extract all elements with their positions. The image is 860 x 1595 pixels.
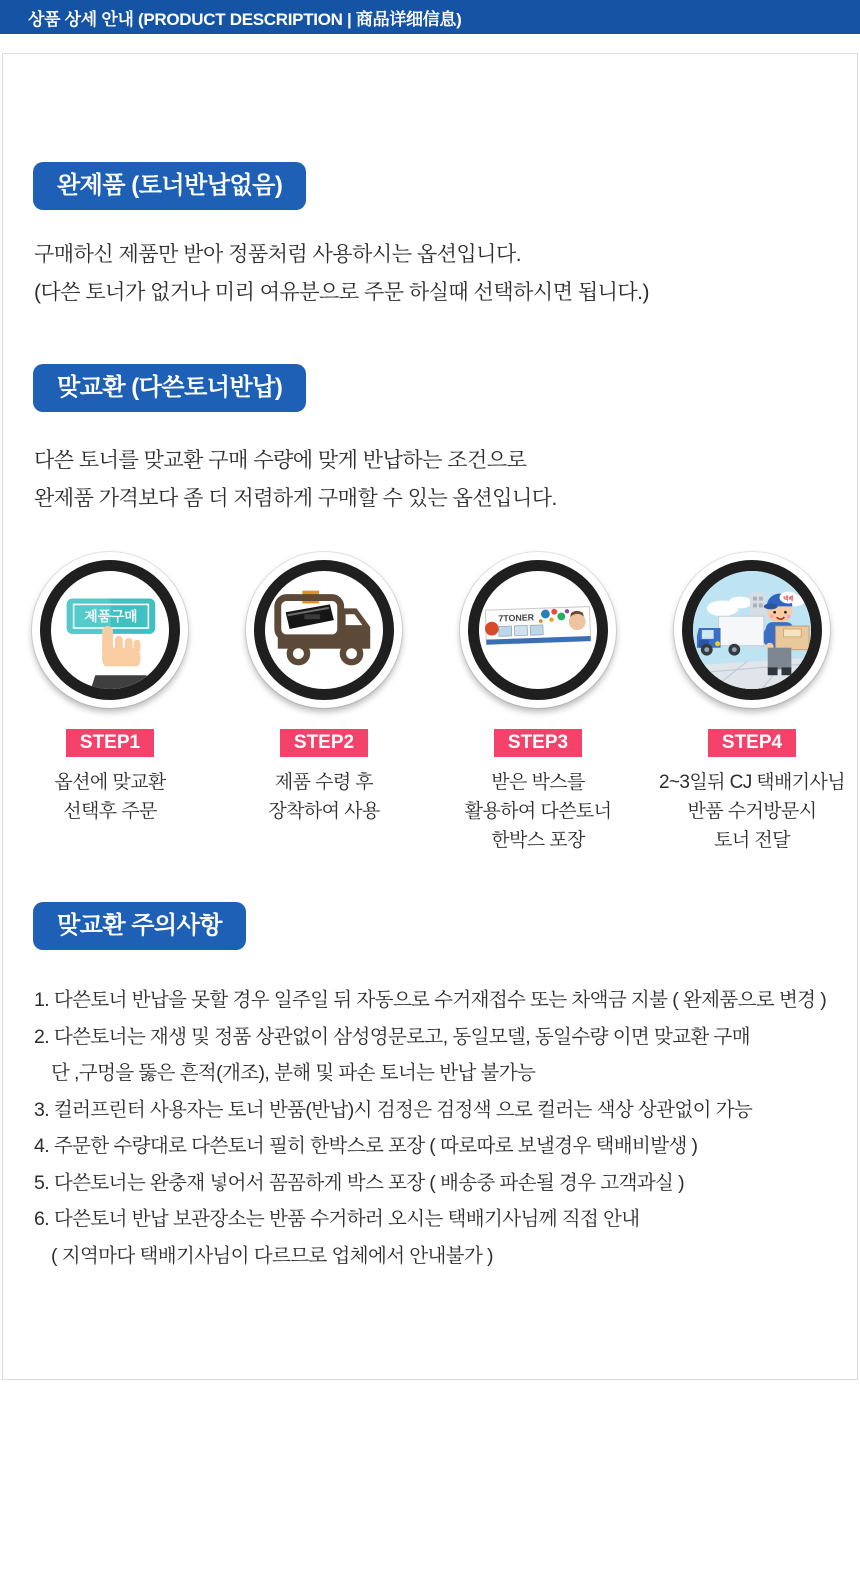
buy-button-label: 제품구매 (84, 609, 138, 625)
exchange-notices-badge: 맞교환 주의사항 (33, 902, 246, 950)
box-logo-label: 7TONER (498, 612, 535, 624)
exchange-steps-row (3, 552, 859, 855)
step-3-caption: 받은 박스를 활용하여 다쓴토너 한박스 포장 (464, 772, 612, 851)
notice-item: 4. 주문한 수량대로 다쓴토너 필히 한박스로 포장 ( 따로따로 보낼경우 택배비발생 ) (34, 1135, 698, 1157)
step-2-caption: 제품 수령 후 장착하여 사용 (268, 772, 380, 822)
exchange-notices-list (34, 982, 826, 1274)
notice-item: 3. 컬러프린터 사용자는 토너 반품(반납)시 검정은 검정색 으로 컬러는 색상 상관없이 가능 (34, 1098, 753, 1121)
notice-item: 6. 다쓴토너 반납 보관장소는 반품 수거하러 오시는 택배기사님께 직접 안내 (34, 1208, 640, 1230)
step-3-column (431, 552, 645, 855)
toner-delivery-truck-icon (254, 560, 394, 700)
description-line: 완제품 가격보다 좀 더 저렴하게 구매할 수 있는 옵션입니다. (34, 487, 557, 510)
option-finished-product-badge: 완제품 (토너반납없음) (33, 162, 306, 210)
notice-item: 2. 다쓴토너는 재생 및 정품 상관없이 삼성영문로고, 동일모델, 동일수량 이면 맞교환 구매 (34, 1025, 750, 1048)
description-line: 다쓴 토너를 맞교환 구매 수량에 맞게 반납하는 조건으로 (34, 449, 527, 472)
step-3-circle (460, 552, 616, 708)
courier-pickup-icon (682, 560, 822, 700)
step-1-caption: 옵션에 맞교환 선택후 주문 (54, 772, 166, 822)
step-4-circle (674, 552, 830, 708)
section-header-bar (0, 0, 860, 34)
step-1-circle (32, 552, 188, 708)
step-4-caption: 2~3일뒤 CJ 택배기사님 반품 수거방문시 토너 전달 (658, 772, 846, 851)
buy-button-click-icon (40, 560, 180, 700)
toner-box-icon (468, 560, 608, 700)
notice-item: 1. 다쓴토너 반납을 못할 경우 일주일 뒤 자동으로 수거재접수 또는 차액금 지불 ( 완제품으로 변경 ) (34, 989, 827, 1011)
step-4-badge: STEP4 (708, 729, 796, 757)
description-line: 구매하신 제품만 받아 정품처럼 사용하시는 옵션입니다. (34, 243, 522, 266)
notice-item-continuation: 단 ,구멍을 뚫은 흔적(개조), 분해 및 파손 토너는 반납 불가능 (51, 1062, 536, 1084)
step-2-column (217, 552, 431, 855)
step-2-circle (246, 552, 402, 708)
step-4-column (645, 552, 859, 855)
notice-item: 5. 다쓴토너는 완충재 넣어서 꼼꼼하게 박스 포장 ( 배송중 파손될 경우 고객과실 ) (34, 1171, 685, 1194)
option-finished-product-description (34, 236, 649, 312)
content-panel (2, 53, 858, 1380)
description-line: (다쓴 토너가 없거나 미리 여유분으로 주문 하실때 선택하시면 됩니다.) (34, 281, 650, 304)
step-3-badge: STEP3 (494, 729, 582, 757)
option-exchange-description (34, 442, 557, 518)
step-2-badge: STEP2 (280, 729, 368, 757)
notice-item-continuation: ( 지역마다 택배기사님이 다르므로 업체에서 안내불가 ) (51, 1244, 493, 1267)
step-1-column (3, 552, 217, 855)
step-1-badge: STEP1 (66, 729, 154, 757)
option-exchange-badge: 맞교환 (다쓴토너반납) (33, 364, 306, 412)
courier-cap-label: 택배 (783, 596, 794, 603)
page-title: 상품 상세 안내 (PRODUCT DESCRIPTION | 商品详细信息) (28, 9, 462, 29)
